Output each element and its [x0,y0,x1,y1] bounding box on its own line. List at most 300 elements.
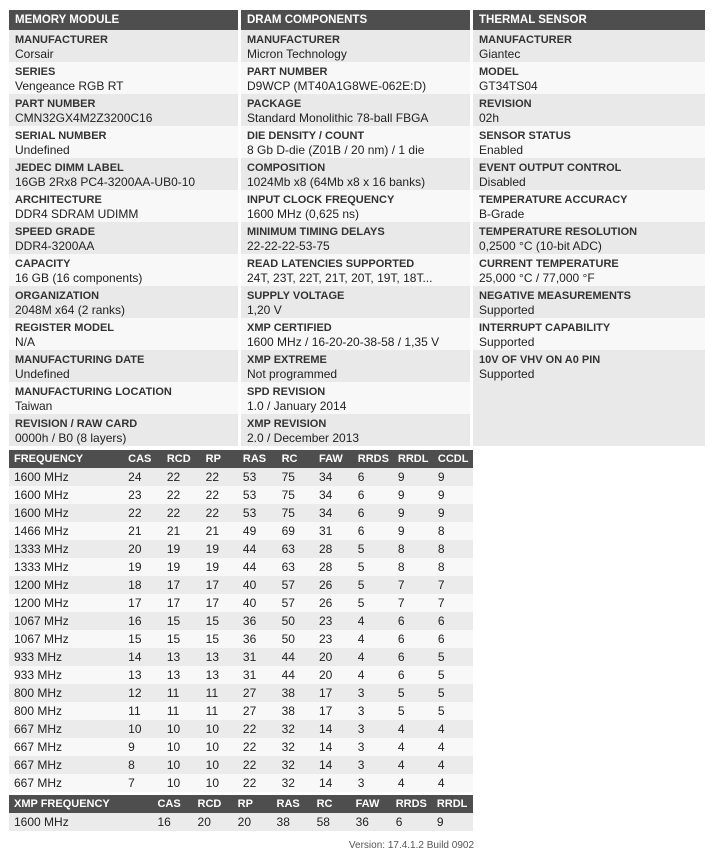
table-cell: 1600 MHz [9,486,123,504]
table-cell: 22 [238,774,277,792]
table-cell: 17 [162,576,201,594]
column-header: RCD [193,795,233,813]
table-cell: 9 [433,468,473,486]
table-cell: 20 [233,813,272,831]
table-cell: 4 [433,720,473,738]
table-row [9,720,473,738]
info-label: EVENT OUTPUT CONTROL [479,162,622,174]
table-cell: 4 [353,630,393,648]
info-row [9,286,238,318]
table-cell: 3 [353,738,393,756]
table-cell: 11 [201,702,238,720]
table-row [9,813,473,831]
table-cell: 6 [353,486,393,504]
table-cell: 5 [433,702,473,720]
table-row [9,738,473,756]
table-row [9,468,473,486]
info-label: SERIES [15,66,56,78]
info-value: Corsair [15,47,54,61]
info-value: GT34TS04 [479,79,538,93]
table-cell: 18 [123,576,162,594]
info-label: MANUFACTURER [247,34,340,46]
table-cell: 13 [201,666,238,684]
table-cell: 22 [238,720,277,738]
info-row [473,62,705,94]
dram-components-column [241,10,470,446]
table-cell: 20 [314,666,353,684]
table-cell: 21 [201,522,238,540]
table-cell: 9 [433,486,473,504]
table-cell: 7 [393,576,433,594]
table-cell: 9 [393,486,433,504]
table-cell: 6 [433,630,473,648]
table-cell: 13 [162,648,201,666]
info-label: MANUFACTURING LOCATION [15,386,172,398]
column-header: RRDS [391,795,432,813]
table-cell: 11 [162,684,201,702]
table-cell: 14 [314,774,353,792]
table-cell: 3 [353,720,393,738]
table-cell: 6 [433,612,473,630]
column-header: RCD [162,450,201,468]
table-cell: 22 [123,504,162,522]
table-cell: 1333 MHz [9,558,123,576]
info-row [9,318,238,350]
table-cell: 6 [393,666,433,684]
info-value: 1024Mb x8 (64Mb x8 x 16 banks) [247,175,426,189]
thermal-sensor-column [473,10,705,446]
column-header: FREQUENCY [9,450,123,468]
table-cell: 75 [277,468,314,486]
table-cell: 8 [123,756,162,774]
table-cell: 7 [123,774,162,792]
table-cell: 8 [393,540,433,558]
info-value: D9WCP (MT40A1G8WE-062E:D) [247,79,427,93]
column-filler [473,382,705,446]
info-label: PART NUMBER [247,66,328,78]
info-row [473,190,705,222]
info-label: PACKAGE [247,98,302,110]
info-value: Vengeance RGB RT [15,79,124,93]
table-cell: 1600 MHz [9,813,152,831]
info-label: ORGANIZATION [15,290,100,302]
table-row [9,684,473,702]
column-header: RRDL [432,795,473,813]
info-row [9,414,238,446]
table-cell: 15 [162,612,201,630]
info-row [9,94,238,126]
table-cell: 1200 MHz [9,594,123,612]
table-cell: 667 MHz [9,738,123,756]
table-cell: 40 [238,594,277,612]
memory-module-column [9,10,238,446]
table-cell: 75 [277,486,314,504]
info-row [473,94,705,126]
table-row [9,540,473,558]
info-row [9,254,238,286]
table-cell: 5 [353,576,393,594]
table-cell: 22 [201,468,238,486]
table-cell: 17 [314,684,353,702]
table-cell: 75 [277,504,314,522]
info-row [241,158,470,190]
table-cell: 3 [353,702,393,720]
table-cell: 3 [353,774,393,792]
info-value: Giantec [479,47,521,61]
timing-body [9,468,473,792]
table-row [9,630,473,648]
table-cell: 21 [162,522,201,540]
info-value: N/A [15,335,36,349]
column-header: FAW [314,450,353,468]
table-cell: 15 [123,630,162,648]
column-header: CCDL [433,450,473,468]
table-cell: 22 [201,486,238,504]
table-cell: 26 [314,594,353,612]
table-cell: 8 [433,522,473,540]
table-cell: 23 [314,612,353,630]
table-cell: 9 [433,504,473,522]
table-cell: 28 [314,540,353,558]
column-header: RAS [272,795,312,813]
info-row [473,254,705,286]
table-cell: 22 [162,486,201,504]
table-cell: 57 [277,576,314,594]
table-cell: 19 [201,558,238,576]
table-cell: 26 [314,576,353,594]
table-cell: 31 [314,522,353,540]
table-cell: 12 [123,684,162,702]
info-row [473,350,705,382]
table-cell: 1600 MHz [9,504,123,522]
table-cell: 4 [393,756,433,774]
table-cell: 10 [162,720,201,738]
table-cell: 10 [123,720,162,738]
info-value: Taiwan [15,399,53,413]
info-label: SENSOR STATUS [479,130,571,142]
info-row [473,318,705,350]
table-cell: 4 [393,720,433,738]
table-cell: 1600 MHz [9,468,123,486]
info-label: REGISTER MODEL [15,322,115,334]
table-cell: 15 [201,630,238,648]
table-cell: 22 [162,504,201,522]
table-cell: 667 MHz [9,774,123,792]
info-row [473,30,705,62]
table-cell: 53 [238,504,277,522]
table-cell: 6 [353,468,393,486]
table-cell: 9 [123,738,162,756]
table-cell: 5 [353,558,393,576]
info-label: SERIAL NUMBER [15,130,107,142]
table-cell: 5 [353,594,393,612]
info-label: READ LATENCIES SUPPORTED [247,258,415,270]
table-cell: 9 [393,522,433,540]
table-cell: 9 [393,504,433,522]
info-row [241,222,470,254]
info-value: 16GB 2Rx8 PC4-3200AA-UB0-10 [15,175,196,189]
table-cell: 17 [201,594,238,612]
info-value: DDR4 SDRAM UDIMM [15,207,139,221]
info-value: 25,000 °C / 77,000 °F [479,271,595,285]
table-cell: 23 [123,486,162,504]
timing-table [9,450,473,792]
table-cell: 933 MHz [9,666,123,684]
table-cell: 10 [201,720,238,738]
table-row [9,666,473,684]
info-row [473,158,705,190]
table-cell: 24 [123,468,162,486]
table-cell: 36 [351,813,391,831]
table-cell: 8 [393,558,433,576]
table-cell: 31 [238,666,277,684]
table-cell: 27 [238,702,277,720]
info-row [241,126,470,158]
info-label: XMP CERTIFIED [247,322,332,334]
table-cell: 10 [162,756,201,774]
table-cell: 53 [238,468,277,486]
table-cell: 13 [162,666,201,684]
info-row [9,222,238,254]
info-label: MANUFACTURER [15,34,108,46]
table-cell: 3 [353,684,393,702]
info-label: TEMPERATURE ACCURACY [479,194,628,206]
table-cell: 1466 MHz [9,522,123,540]
table-cell: 38 [277,684,314,702]
table-cell: 63 [277,540,314,558]
info-label: MODEL [479,66,519,78]
info-label: SUPPLY VOLTAGE [247,290,345,302]
info-label: XMP REVISION [247,418,327,430]
info-label: JEDEC DIMM LABEL [15,162,124,174]
table-row [9,486,473,504]
table-cell: 44 [238,558,277,576]
table-cell: 15 [201,612,238,630]
column-header: RC [312,795,351,813]
table-cell: 11 [123,702,162,720]
table-cell: 667 MHz [9,720,123,738]
timing-header-row [9,450,473,468]
table-row [9,756,473,774]
column-header: CAS [123,450,162,468]
info-row [9,190,238,222]
info-row [241,30,470,62]
info-label: TEMPERATURE RESOLUTION [479,226,638,238]
table-cell: 5 [433,648,473,666]
info-label: SPEED GRADE [15,226,96,238]
table-cell: 36 [238,630,277,648]
table-row [9,648,473,666]
table-cell: 32 [277,774,314,792]
table-cell: 13 [201,648,238,666]
table-row [9,702,473,720]
table-cell: 5 [433,666,473,684]
info-value: 16 GB (16 components) [15,271,143,285]
table-cell: 4 [353,648,393,666]
info-row [9,382,238,414]
table-cell: 14 [314,756,353,774]
table-cell: 40 [238,576,277,594]
info-value: Standard Monolithic 78-ball FBGA [247,111,429,125]
table-cell: 63 [277,558,314,576]
table-cell: 4 [393,774,433,792]
column-header: RRDL [393,450,433,468]
table-cell: 20 [314,648,353,666]
table-cell: 8 [433,558,473,576]
table-cell: 11 [201,684,238,702]
table-row [9,558,473,576]
table-cell: 44 [238,540,277,558]
table-cell: 38 [272,813,312,831]
info-value: DDR4-3200AA [15,239,95,253]
info-label: REVISION / RAW CARD [15,418,138,430]
table-cell: 10 [162,738,201,756]
table-cell: 22 [162,468,201,486]
column-header: RP [233,795,272,813]
table-cell: 14 [314,720,353,738]
column-header: CAS [152,795,192,813]
table-cell: 17 [162,594,201,612]
info-row [9,30,238,62]
info-label: REVISION [479,98,532,110]
info-label: SPD REVISION [247,386,326,398]
info-value: B-Grade [479,207,525,221]
table-cell: 23 [314,630,353,648]
table-cell: 933 MHz [9,648,123,666]
column-header: RC [277,450,314,468]
info-label: MINIMUM TIMING DELAYS [247,226,385,238]
table-cell: 15 [162,630,201,648]
table-cell: 1067 MHz [9,630,123,648]
info-value: 22-22-22-53-75 [247,239,330,253]
column-title: MEMORY MODULE [9,10,238,30]
info-label: ARCHITECTURE [15,194,102,206]
info-label: NEGATIVE MEASUREMENTS [479,290,631,302]
table-cell: 44 [277,648,314,666]
table-cell: 6 [353,522,393,540]
info-row [241,286,470,318]
table-cell: 7 [433,594,473,612]
table-cell: 31 [238,648,277,666]
table-cell: 6 [353,504,393,522]
table-cell: 19 [162,558,201,576]
table-cell: 5 [433,684,473,702]
table-cell: 32 [277,738,314,756]
table-cell: 800 MHz [9,684,123,702]
table-cell: 20 [193,813,233,831]
table-cell: 9 [393,468,433,486]
info-label: 10V OF VHV ON A0 PIN [479,354,601,366]
info-row [241,94,470,126]
table-cell: 50 [277,630,314,648]
table-row [9,612,473,630]
table-cell: 5 [353,540,393,558]
table-cell: 8 [433,540,473,558]
table-cell: 7 [393,594,433,612]
table-cell: 4 [433,756,473,774]
table-row [9,576,473,594]
column-header: RP [201,450,238,468]
table-cell: 10 [201,756,238,774]
info-row [241,382,470,414]
info-value: 1600 MHz (0,625 ns) [247,207,360,221]
info-value: Enabled [479,143,524,157]
info-value: CMN32GX4M2Z3200C16 [15,111,153,125]
column-title: THERMAL SENSOR [473,10,705,30]
info-value: Undefined [15,367,70,381]
info-value: 1.0 / January 2014 [247,399,347,413]
table-cell: 19 [201,540,238,558]
info-value: 0000h / B0 (8 layers) [15,431,127,445]
table-cell: 9 [432,813,473,831]
info-row [9,350,238,382]
table-cell: 22 [238,756,277,774]
table-cell: 11 [162,702,201,720]
info-row [473,126,705,158]
column-header: RAS [238,450,277,468]
table-cell: 4 [433,738,473,756]
table-cell: 20 [123,540,162,558]
version-label: Version: 17.4.1.2 Build 0902 [348,840,474,851]
table-cell: 17 [123,594,162,612]
table-cell: 34 [314,486,353,504]
table-cell: 14 [314,738,353,756]
info-row [241,62,470,94]
table-cell: 4 [433,774,473,792]
table-cell: 16 [152,813,192,831]
info-value: 2048M x64 (2 ranks) [15,303,126,317]
column-header: FAW [351,795,391,813]
info-value: 1,20 V [247,303,282,317]
info-value: 2.0 / December 2013 [247,431,360,445]
info-label: MANUFACTURER [479,34,572,46]
info-value: Not programmed [247,367,338,381]
info-label: INPUT CLOCK FREQUENCY [247,194,395,206]
table-cell: 57 [277,594,314,612]
info-label: CURRENT TEMPERATURE [479,258,619,270]
table-cell: 10 [201,738,238,756]
table-cell: 49 [238,522,277,540]
table-cell: 4 [353,666,393,684]
table-row [9,594,473,612]
info-value: 8 Gb D-die (Z01B / 20 nm) / 1 die [247,143,425,157]
column-header: XMP FREQUENCY [9,795,152,813]
info-value: Disabled [479,175,526,189]
table-cell: 1067 MHz [9,612,123,630]
table-cell: 6 [393,648,433,666]
table-cell: 38 [277,702,314,720]
table-cell: 5 [393,684,433,702]
info-row [9,126,238,158]
table-cell: 4 [393,738,433,756]
table-cell: 34 [314,504,353,522]
table-cell: 3 [353,756,393,774]
info-row [9,62,238,94]
table-cell: 36 [238,612,277,630]
table-cell: 667 MHz [9,756,123,774]
info-value: Supported [479,303,535,317]
table-cell: 22 [238,738,277,756]
table-cell: 27 [238,684,277,702]
info-label: CAPACITY [15,258,71,270]
table-cell: 19 [123,558,162,576]
table-cell: 14 [123,648,162,666]
table-cell: 800 MHz [9,702,123,720]
info-row [473,222,705,254]
info-value: 24T, 23T, 22T, 21T, 20T, 19T, 18T... [247,271,433,285]
table-row [9,774,473,792]
table-cell: 32 [277,720,314,738]
